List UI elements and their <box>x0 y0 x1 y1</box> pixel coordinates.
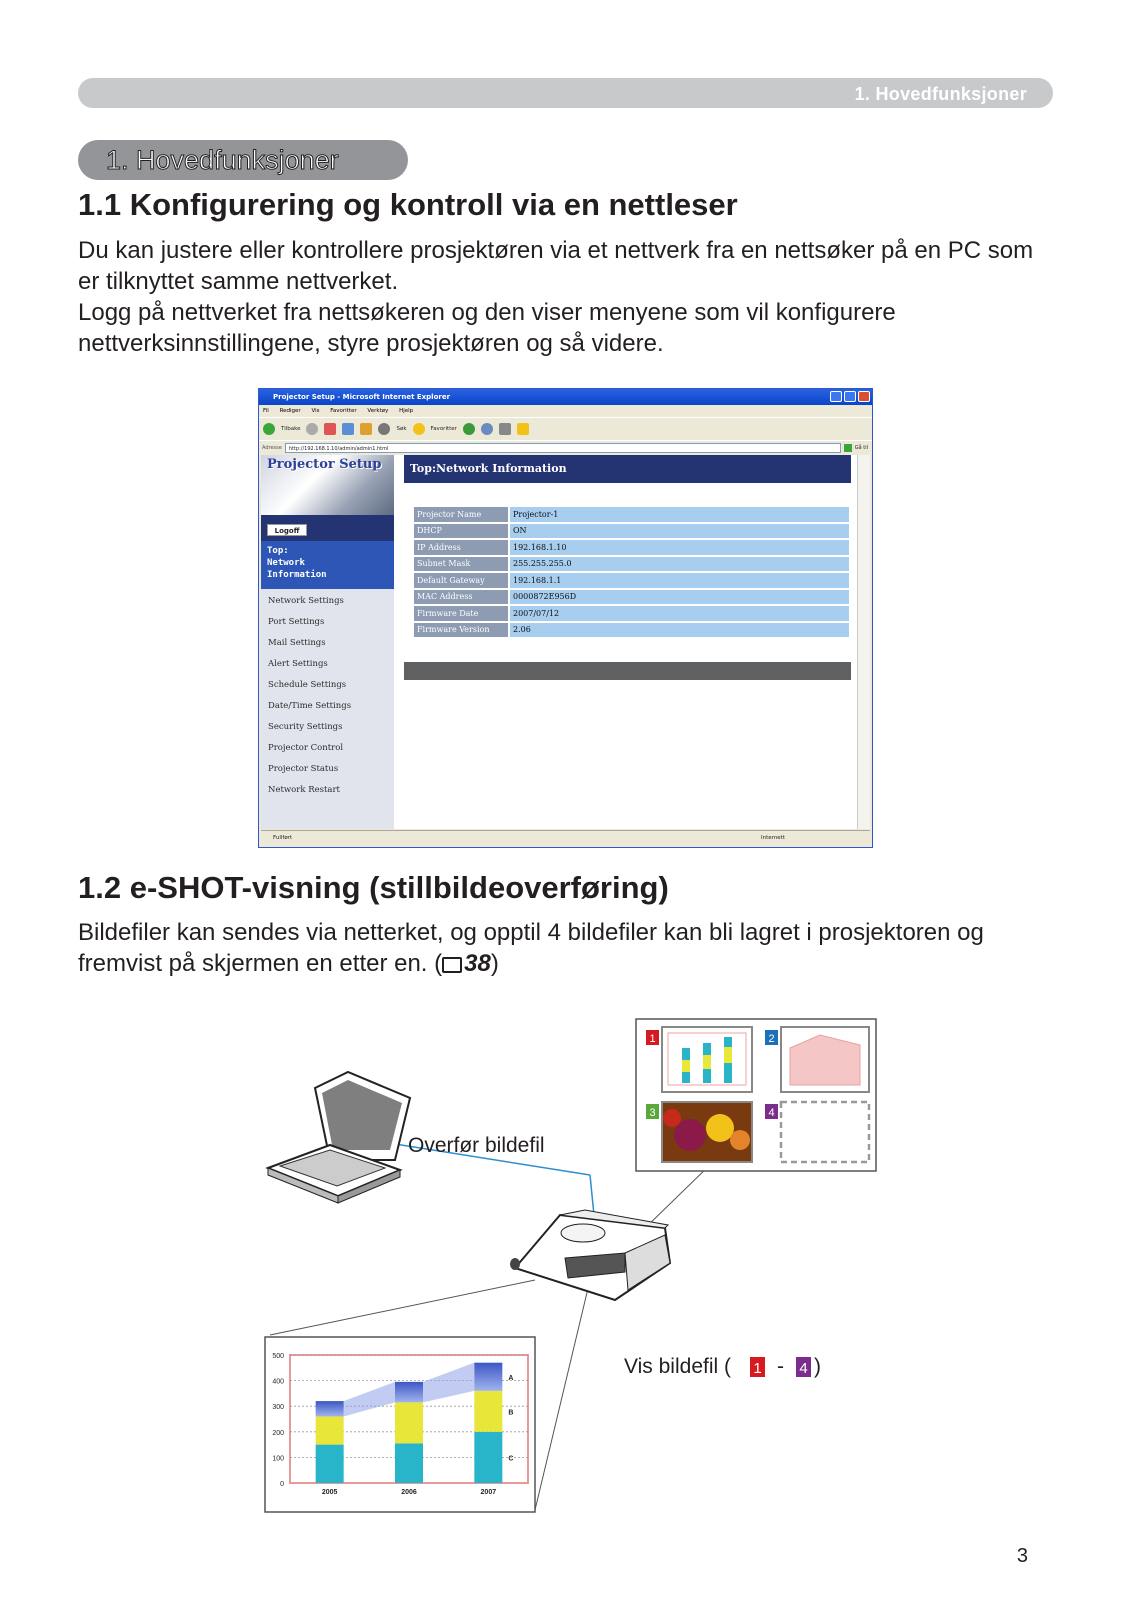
sidebar-active-line-3: Information <box>267 570 327 580</box>
sidebar-item-alert-settings[interactable]: Alert Settings <box>268 659 328 669</box>
page-reference[interactable]: 38 <box>464 950 491 977</box>
logoff-button[interactable]: Logoff <box>267 524 307 536</box>
transfer-label: Overfør bildefil <box>408 1134 545 1157</box>
slot-label-3: 3 <box>649 1107 656 1119</box>
bar-segment-A <box>474 1363 502 1391</box>
bar-segment-C <box>395 1443 423 1483</box>
y-tick-label: 300 <box>272 1404 284 1412</box>
menu-favorites[interactable]: Favoritter <box>330 408 357 414</box>
menu-view[interactable]: Vis <box>311 408 320 414</box>
row-value: 0000872E956D <box>508 590 849 605</box>
back-label[interactable]: Tilbake <box>281 426 301 432</box>
laptop-icon <box>268 1072 410 1203</box>
slot-label-1: 1 <box>649 1033 656 1045</box>
row-value: Projector-1 <box>508 507 849 522</box>
row-value: 192.168.1.1 <box>508 573 849 588</box>
page-title: Top:Network Information <box>404 455 851 483</box>
chapter-title: 1. Hovedfunksjoner <box>106 145 339 175</box>
slot-label-4: 4 <box>768 1107 775 1119</box>
go-label[interactable]: Gå til <box>854 445 868 451</box>
row-value: 2.06 <box>508 623 849 638</box>
projector-icon <box>510 1210 670 1300</box>
bar-segment-C <box>316 1445 344 1483</box>
bar-segment-B <box>474 1391 502 1432</box>
y-tick-label: 400 <box>272 1378 284 1386</box>
section-1-1-heading: 1.1 Konfigurering og kontroll via en nettleser <box>78 187 738 222</box>
row-key: DHCP <box>414 524 508 539</box>
bar-segment-B <box>316 1416 344 1444</box>
row-value: 192.168.1.10 <box>508 540 849 555</box>
bar-segment-B <box>395 1402 423 1443</box>
sidebar-item-datetime-settings[interactable]: Date/Time Settings <box>268 701 352 711</box>
menu-tools[interactable]: Verktøy <box>367 408 389 414</box>
sidebar-item-projector-control[interactable]: Projector Control <box>268 743 344 753</box>
chart-line-1 <box>270 1280 535 1335</box>
y-tick-label: 200 <box>272 1429 284 1437</box>
running-header-title: 1. Hovedfunksjoner <box>854 84 1027 104</box>
display-badge-label-4: 4 <box>799 1360 808 1377</box>
sidebar-active-line-1: Top: <box>267 546 289 556</box>
slot-label-2: 2 <box>768 1033 775 1045</box>
y-tick-label: 500 <box>272 1353 284 1360</box>
section-1-2-text-end: ) <box>490 950 499 977</box>
sidebar-item-projector-status[interactable]: Projector Status <box>268 764 339 774</box>
menu-file[interactable]: Fil <box>263 408 269 414</box>
row-key: Subnet Mask <box>414 557 508 572</box>
section-1-2-text: Bildefiler kan sendes via netterket, og opptil 4 bildefiler kan bli lagret i prosjektoren og fremvist på skjermen en etter en. ( <box>78 919 984 977</box>
sidebar-item-schedule-settings[interactable]: Schedule Settings <box>268 680 347 690</box>
screen-panel <box>636 1019 876 1171</box>
row-key: Firmware Version <box>414 623 508 638</box>
section-1-1-para-2: Logg på nettverket fra nettsøkeren og den viser menyene som vil konfigurere nettverksinnstillingene, styre prosjektøren og så videre. <box>78 299 896 357</box>
row-value: ON <box>508 524 849 539</box>
row-key: Firmware Date <box>414 606 508 621</box>
sidebar-item-network-settings[interactable]: Network Settings <box>268 596 344 606</box>
address-input[interactable]: http://192.168.1.10/admin/admin1.html <box>285 443 841 453</box>
sidebar-item-port-settings[interactable]: Port Settings <box>268 617 325 627</box>
row-key: Projector Name <box>414 507 508 522</box>
menu-edit[interactable]: Rediger <box>279 408 301 414</box>
display-end: ) <box>814 1355 821 1378</box>
series-label-B: B <box>508 1409 514 1417</box>
bar-segment-A <box>316 1401 344 1416</box>
x-tick-label: 2005 <box>321 1489 338 1496</box>
sidebar-item-network-restart[interactable]: Network Restart <box>268 785 340 795</box>
row-key: Default Gateway <box>414 573 508 588</box>
browser-title: Projector Setup - Microsoft Internet Explorer <box>273 393 451 401</box>
row-key: MAC Address <box>414 590 508 605</box>
sidebar-item-mail-settings[interactable]: Mail Settings <box>268 638 326 648</box>
bar-segment-A <box>395 1382 423 1402</box>
search-label[interactable]: Søk <box>396 426 407 432</box>
row-key: IP Address <box>414 540 508 555</box>
row-value: 255.255.255.0 <box>508 557 849 572</box>
favorites-label[interactable]: Favoritter <box>430 426 457 432</box>
x-tick-label: 2007 <box>480 1489 497 1496</box>
menu-help[interactable]: Hjelp <box>399 408 414 414</box>
chart-line-2 <box>535 1280 590 1510</box>
internet-zone: Internett <box>761 835 785 841</box>
row-value: 2007/07/12 <box>508 606 849 621</box>
sidebar-item-security-settings[interactable]: Security Settings <box>268 722 343 732</box>
series-label-C: C <box>508 1455 514 1463</box>
section-1-2-heading: 1.2 e-SHOT-visning (stillbildeoverføring) <box>78 870 669 905</box>
sidebar-title: Projector Setup <box>267 457 382 472</box>
display-sep: - <box>777 1355 784 1378</box>
section-1-1-para-1: Du kan justere eller kontrollere prosjektøren via et nettverk fra en nettsøker på en PC som er tilknyttet samme nettverket. <box>78 237 1034 295</box>
page-number: 3 <box>1016 1545 1028 1567</box>
display-label: Vis bildefil ( <box>624 1355 731 1378</box>
address-label: Adresse <box>262 445 282 451</box>
x-tick-label: 2006 <box>401 1489 417 1496</box>
y-tick-label: 0 <box>280 1481 284 1488</box>
y-tick-label: 100 <box>272 1455 284 1463</box>
display-badge-label-1: 1 <box>753 1360 762 1377</box>
bar-segment-C <box>474 1432 502 1483</box>
sidebar-active-line-2: Network <box>267 558 305 568</box>
series-label-A: A <box>508 1374 514 1382</box>
status-text: Fullført <box>273 835 293 841</box>
